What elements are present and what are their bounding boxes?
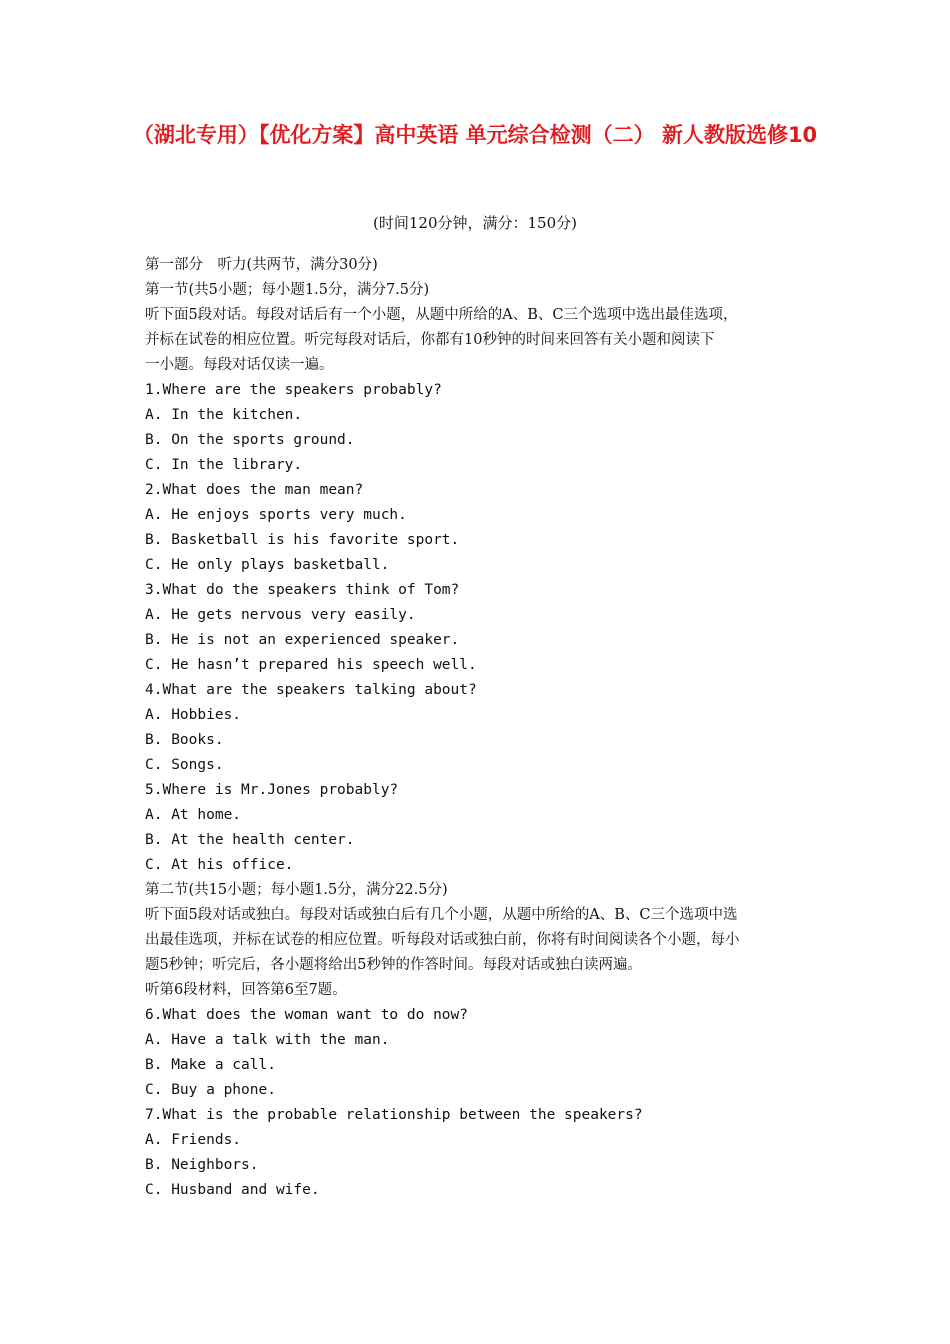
question: 4.What are the speakers talking about? xyxy=(145,682,477,698)
instruction-line: 听下面5段对话或独白。每段对话或独白后有几个小题，从题中所给的A、B、C三个选项中选 xyxy=(145,907,738,923)
section-heading: 第一部分 听力(共两节，满分30分) xyxy=(145,257,378,273)
question: 7.What is the probable relationship between the speakers? xyxy=(145,1107,643,1123)
answer-option: A. In the kitchen. xyxy=(145,407,303,423)
instruction-line: 出最佳选项，并标在试卷的相应位置。听每段对话或独白前，你将有时间阅读各个小题，每小 xyxy=(145,932,740,948)
question: 5.Where is Mr.Jones probably? xyxy=(145,782,399,798)
answer-option: A. Have a talk with the man. xyxy=(145,1032,390,1048)
answer-option: C. In the library. xyxy=(145,457,303,473)
answer-option: C. Songs. xyxy=(145,757,224,773)
answer-option: B. On the sports ground. xyxy=(145,432,355,448)
answer-option: B. Neighbors. xyxy=(145,1157,259,1173)
answer-option: B. He is not an experienced speaker. xyxy=(145,632,460,648)
question: 1.Where are the speakers probably? xyxy=(145,382,442,398)
document-body xyxy=(145,253,810,1203)
answer-option: B. Make a call. xyxy=(145,1057,276,1073)
answer-option: A. He enjoys sports very much. xyxy=(145,507,407,523)
answer-option: A. Friends. xyxy=(145,1132,242,1148)
instruction-line: 一小题。每段对话仅读一遍。 xyxy=(145,357,334,373)
time-info: (时间120分钟，满分：150分) xyxy=(373,214,577,232)
answer-option: C. Husband and wife. xyxy=(145,1182,320,1198)
subsection-heading: 第一节(共5小题；每小题1.5分，满分7.5分) xyxy=(145,282,430,298)
answer-option: A. He gets nervous very easily. xyxy=(145,607,416,623)
subsection-heading: 第二节(共15小题；每小题1.5分，满分22.5分) xyxy=(145,882,448,898)
document-title: （湖北专用）【优化方案】高中英语 单元综合检测（二） 新人教版选修10 xyxy=(132,123,818,147)
answer-option: C. Buy a phone. xyxy=(145,1082,276,1098)
answer-option: C. He only plays basketball. xyxy=(145,557,390,573)
question: 2.What does the man mean? xyxy=(145,482,364,498)
question: 6.What does the woman want to do now? xyxy=(145,1007,469,1023)
question: 3.What do the speakers think of Tom? xyxy=(145,582,460,598)
instruction-line: 听下面5段对话。每段对话后有一个小题，从题中所给的A、B、C三个选项中选出最佳选项， xyxy=(145,307,738,323)
instruction-line: 题5秒钟；听完后，各小题将给出5秒钟的作答时间。每段对话或独白读两遍。 xyxy=(145,957,642,973)
instruction-line: 并标在试卷的相应位置。听完每段对话后，你都有10秒钟的时间来回答有关小题和阅读下 xyxy=(145,332,715,348)
answer-option: C. He hasn’t prepared his speech well. xyxy=(145,657,477,673)
answer-option: B. Basketball is his favorite sport. xyxy=(145,532,460,548)
answer-option: A. Hobbies. xyxy=(145,707,242,723)
answer-option: A. At home. xyxy=(145,807,242,823)
answer-option: B. At the health center. xyxy=(145,832,355,848)
material-heading: 听第6段材料，回答第6至7题。 xyxy=(145,982,347,998)
answer-option: B. Books. xyxy=(145,732,224,748)
answer-option: C. At his office. xyxy=(145,857,294,873)
